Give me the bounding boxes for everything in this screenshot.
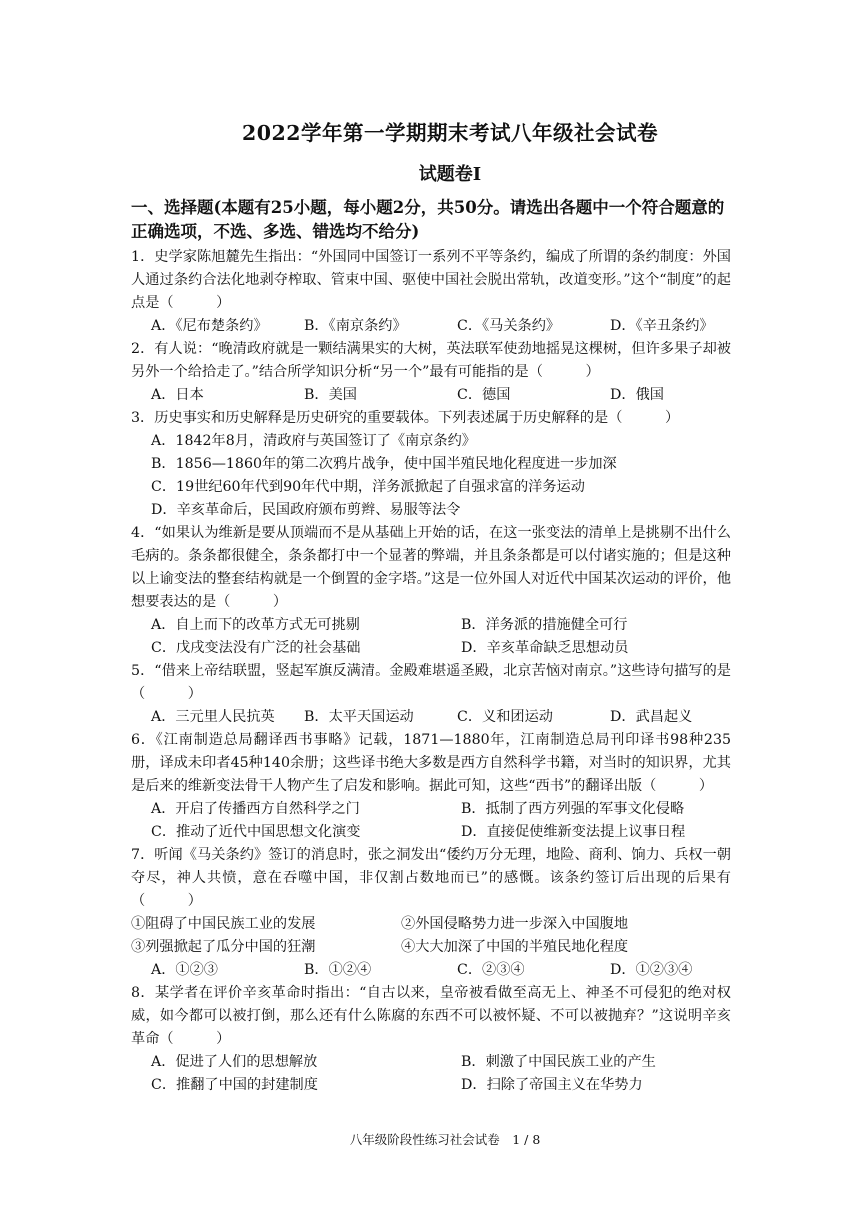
statement-1: ①阻碍了中国民族工业的发展 (131, 916, 316, 932)
exam-title: 2022学年第一学期期末考试八年级社会试卷 (241, 121, 659, 145)
option-a: A．自上而下的改革方式无可挑剔 (151, 617, 360, 633)
option-b: B．抵制了西方列强的军事文化侵略 (461, 801, 685, 817)
question-text: 7．听闻《马关条约》签订的消息时，张之洞发出“倭约万分无理，地险、商利、饷力、兵权一朝夺尽，神人共愤，意在吞噬中国，非仅割占数地而已”的感慨。该条约签订后出现的后果有（ ） (131, 847, 731, 909)
option-a: A．促进了人们的思想解放 (151, 1054, 318, 1070)
option-d: D．直接促使维新变法提上议事日程 (461, 824, 686, 840)
options-row (131, 384, 731, 407)
question-text: 6．《江南制造总局翻译西书事略》记载，1871—1880年，江南制造总局刊印译书98种235册，译成未印者45种140余册；这些译书绝大多数是西方自然科学书籍，对当时的知识界，尤其是后来的维新变法骨干人物产生了启发和影响。据此可知，这些“西书”的翻译出版（ ） (131, 732, 731, 794)
options-row (131, 637, 731, 660)
option-d: D．《辛丑条约》 (610, 318, 714, 334)
options-row (131, 798, 731, 821)
page-footer: 八年级阶段性练习社会试卷 1 / 8 (349, 1132, 541, 1147)
options-row (131, 315, 731, 338)
option-b: B．美国 (304, 387, 357, 403)
question-2 (131, 338, 731, 407)
question-7 (131, 844, 731, 982)
option-c: C．义和团运动 (457, 709, 553, 725)
option-a: A．日本 (151, 387, 204, 403)
question-4 (131, 522, 731, 660)
option-d: D．俄国 (610, 387, 664, 403)
statement-3: ③列强掀起了瓜分中国的狂潮 (131, 939, 316, 955)
option-c: C．德国 (457, 387, 511, 403)
options-row (131, 1074, 731, 1097)
option-c: C．推动了近代中国思想文化演变 (151, 824, 361, 840)
option-d: D．①②③④ (610, 962, 693, 978)
question-text: 4．“如果认为维新是要从顶端而不是从基础上开始的话，在这一张变法的清单上是挑剔不出什么毛病的。条条都很健全，条条都打中一个显著的弊端，并且条条都是可以付诸实施的；但是这种以上谕变法的整套结构就是一个倒置的金字塔。”这是一位外国人对近代中国某次运动的评价，他想要表达的是（ ） (131, 525, 731, 610)
question-text: 3．历史事实和历史解释是历史研究的重要载体。下列表述属于历史解释的是（ ） (131, 410, 680, 426)
option-c: C．《马关条约》 (457, 318, 561, 334)
paper-subtitle: 试题卷Ⅰ (418, 164, 482, 185)
option-a: A．①②③ (151, 962, 218, 978)
option-d: D．辛亥革命缺乏思想动员 (461, 640, 629, 656)
option-c: C．②③④ (457, 962, 525, 978)
option-a: A．开启了传播西方自然科学之门 (151, 801, 360, 817)
question-3 (131, 407, 731, 522)
option-b: B．1856—1860年的第二次鸦片战争，使中国半殖民地化程度进一步加深 (151, 456, 617, 472)
option-b: B．洋务派的措施健全可行 (461, 617, 628, 633)
question-5 (131, 660, 731, 729)
question-8 (131, 982, 731, 1097)
option-c: C．19世纪60年代到90年代中期，洋务派掀起了自强求富的洋务运动 (151, 479, 585, 495)
question-1 (131, 246, 731, 338)
option-b: B．《南京条约》 (304, 318, 407, 334)
option-a: A．三元里人民抗英 (151, 709, 275, 725)
option-d: D．扫除了帝国主义在华势力 (461, 1077, 643, 1093)
statements-row (131, 913, 731, 936)
section-heading: 一、选择题(本题有25小题，每小题2分，共50分。请选出各题中一个符合题意的正确选项，不选、多选、错选均不给分) (131, 198, 725, 241)
question-text: 2．有人说：“晚清政府就是一颗结满果实的大树，英法联军使劲地摇晃这棵树，但许多果子却被另外一个给拾走了。”结合所学知识分析“另一个”最有可能指的是（ ） (131, 341, 731, 380)
options-row (131, 821, 731, 844)
option-a: A．《尼布楚条约》 (151, 318, 268, 334)
exam-content (131, 196, 731, 1097)
option-c: C．戊戌变法没有广泛的社会基础 (151, 640, 361, 656)
options-row (131, 614, 731, 637)
question-text: 1．史学家陈旭麓先生指出：“外国同中国签订一系列不平等条约，编成了所谓的条约制度：外国人通过条约合法化地剥夺榨取、管束中国、驱使中国社会脱出常轨，改道变形。”这个“制度”的起点是（ ） (131, 249, 731, 311)
option-d: D．辛亥革命后，民国政府颁布剪辫、易服等法令 (151, 502, 461, 518)
options-row (131, 1051, 731, 1074)
question-text: 5．“借来上帝结联盟，竖起军旗反满清。金殿难堪遥圣殿，北京苦恼对南京。”这些诗句描写的是（ ） (131, 663, 731, 702)
option-c: C．推翻了中国的封建制度 (151, 1077, 318, 1093)
option-a: A．1842年8月，清政府与英国签订了《南京条约》 (151, 433, 476, 449)
question-6 (131, 729, 731, 844)
option-b: B．①②④ (304, 962, 372, 978)
statement-4: ④大大加深了中国的半殖民地化程度 (401, 939, 629, 955)
options-row (131, 959, 731, 982)
option-b: B．刺激了中国民族工业的产生 (461, 1054, 656, 1070)
option-d: D．武昌起义 (610, 709, 693, 725)
question-text: 8．某学者在评价辛亥革命时指出：“自古以来，皇帝被看做至高无上、神圣不可侵犯的绝对权威，如今都可以被打倒，那么还有什么陈腐的东西不可以被怀疑、不可以被抛弃？”这说明辛亥革命（ ） (131, 985, 731, 1047)
statement-2: ②外国侵略势力进一步深入中国腹地 (401, 916, 629, 932)
statements-row (131, 936, 731, 959)
options-row (131, 706, 731, 729)
option-b: B．太平天国运动 (304, 709, 414, 725)
